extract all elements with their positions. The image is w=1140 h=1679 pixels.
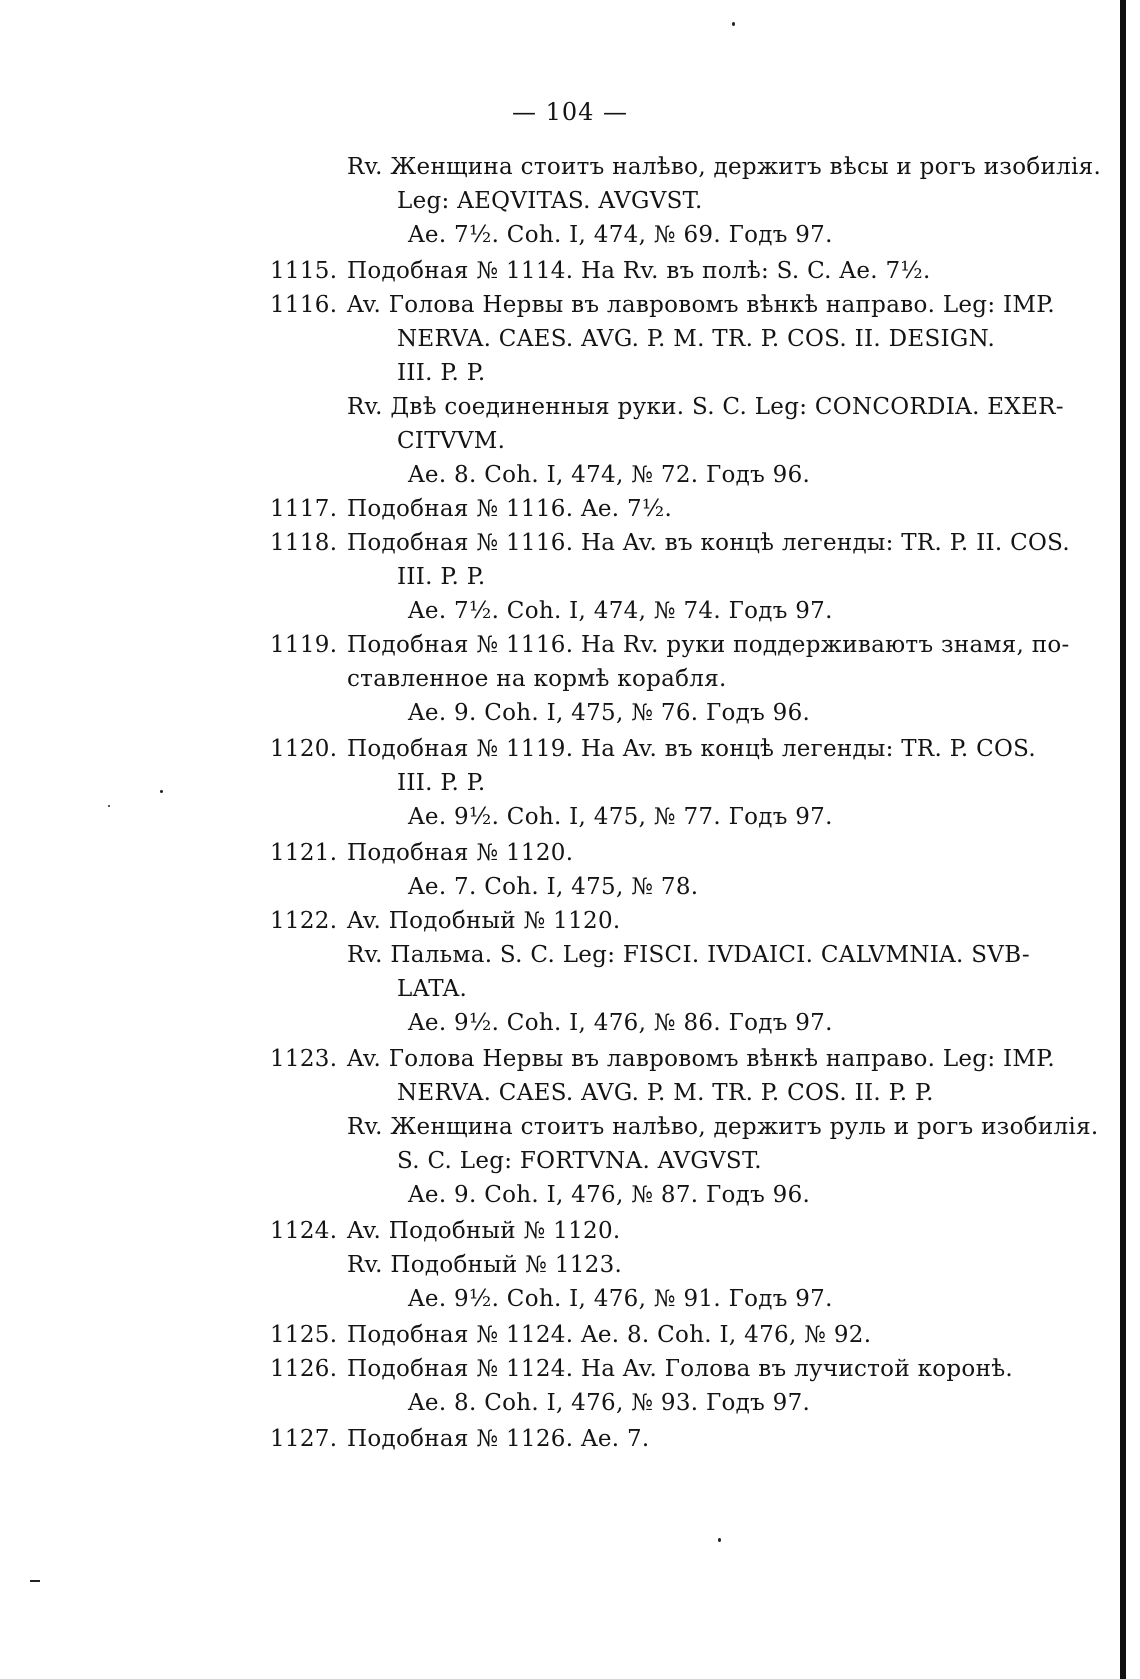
catalogue-line: NERVA. CAES. AVG. P. M. TR. P. COS. II. DESIGN.	[397, 326, 996, 352]
catalogue-line: Подобная № 1124. Ae. 8. Coh. I, 476, № 92.	[347, 1322, 872, 1348]
catalogue-line: Подобная № 1119. На Av. въ концѣ легенды: TR. P. COS.	[347, 736, 1036, 762]
scan-speck	[108, 805, 110, 807]
entry-number: 1116.	[270, 292, 338, 318]
catalogue-line: Ae. 9½. Coh. I, 475, № 77. Годъ 97.	[408, 804, 833, 830]
catalogue-line: Leg: AEQVITAS. AVGVST.	[397, 188, 703, 214]
catalogue-line: Ae. 7½. Coh. I, 474, № 74. Годъ 97.	[408, 598, 833, 624]
entry-number: 1121.	[270, 840, 338, 866]
catalogue-line: Ae. 8. Coh. I, 476, № 93. Годъ 97.	[408, 1390, 811, 1416]
catalogue-line: Подобная № 1124. На Av. Голова въ лучистой коронѣ.	[347, 1356, 1013, 1382]
page-edge-shadow	[1120, 0, 1126, 1679]
catalogue-line: Ae. 9½. Coh. I, 476, № 91. Годъ 97.	[408, 1286, 833, 1312]
entry-number: 1118.	[270, 530, 338, 556]
entry-number: 1123.	[270, 1046, 338, 1072]
catalogue-line: Ae. 7. Coh. I, 475, № 78.	[408, 874, 699, 900]
scan-speck	[732, 22, 735, 26]
catalogue-line: CITVVM.	[397, 428, 506, 454]
scan-speck	[160, 790, 163, 793]
catalogue-line: Rv. Двѣ соединенныя руки. S. C. Leg: CONCORDIA. EXER-	[347, 394, 1064, 420]
catalogue-line: Подобная № 1116. Ae. 7½.	[347, 496, 673, 522]
page-number: — 104 —	[511, 98, 629, 126]
scan-speck	[718, 1538, 721, 1542]
entry-number: 1126.	[270, 1356, 338, 1382]
catalogue-line: Ae. 7½. Coh. I, 474, № 69. Годъ 97.	[408, 222, 833, 248]
catalogue-line: Ae. 9½. Coh. I, 476, № 86. Годъ 97.	[408, 1010, 833, 1036]
entry-number: 1122.	[270, 908, 338, 934]
entry-number: 1115.	[270, 258, 338, 284]
catalogue-line: S. C. Leg: FORTVNA. AVGVST.	[397, 1148, 762, 1174]
catalogue-line: Rv. Женщина стоитъ налѣво, держитъ вѣсы и рогъ изобилія.	[347, 154, 1102, 180]
scan-speck	[30, 1580, 40, 1582]
catalogue-line: Av. Подобный № 1120.	[347, 1218, 621, 1244]
catalogue-line: Rv. Пальма. S. C. Leg: FISCI. IVDAICI. CALVMNIA. SVB-	[347, 942, 1030, 968]
catalogue-line: Ae. 9. Coh. I, 475, № 76. Годъ 96.	[408, 700, 811, 726]
catalogue-line: ставленное на кормѣ корабля.	[347, 666, 727, 692]
catalogue-line: Ae. 8. Coh. I, 474, № 72. Годъ 96.	[408, 462, 811, 488]
catalogue-line: Ae. 9. Coh. I, 476, № 87. Годъ 96.	[408, 1182, 811, 1208]
catalogue-line: Подобная № 1120.	[347, 840, 574, 866]
catalogue-line: Av. Подобный № 1120.	[347, 908, 621, 934]
entry-number: 1120.	[270, 736, 338, 762]
catalogue-line: LATA.	[397, 976, 468, 1002]
catalogue-line: Подобная № 1126. Ae. 7.	[347, 1426, 650, 1452]
catalogue-line: Av. Голова Нервы въ лавровомъ вѣнкѣ направо. Leg: IMP.	[347, 1046, 1055, 1072]
catalogue-line: III. P. P.	[397, 770, 486, 796]
catalogue-line: III. P. P.	[397, 564, 486, 590]
catalogue-line: Подобная № 1116. На Rv. руки поддерживаютъ знамя, по-	[347, 632, 1070, 658]
entry-number: 1117.	[270, 496, 338, 522]
catalogue-line: Rv. Женщина стоитъ налѣво, держитъ руль и рогъ изобилія.	[347, 1114, 1099, 1140]
catalogue-line: Подобная № 1114. На Rv. въ полѣ: S. C. Ae. 7½.	[347, 258, 931, 284]
catalogue-line: Rv. Подобный № 1123.	[347, 1252, 623, 1278]
entry-number: 1127.	[270, 1426, 338, 1452]
catalogue-line: Подобная № 1116. На Av. въ концѣ легенды: TR. P. II. COS.	[347, 530, 1070, 556]
entry-number: 1124.	[270, 1218, 338, 1244]
entry-number: 1125.	[270, 1322, 338, 1348]
catalogue-line: III. P. P.	[397, 360, 486, 386]
catalogue-line: Av. Голова Нервы въ лавровомъ вѣнкѣ направо. Leg: IMP.	[347, 292, 1055, 318]
entry-number: 1119.	[270, 632, 338, 658]
catalogue-line: NERVA. CAES. AVG. P. M. TR. P. COS. II. P. P.	[397, 1080, 934, 1106]
